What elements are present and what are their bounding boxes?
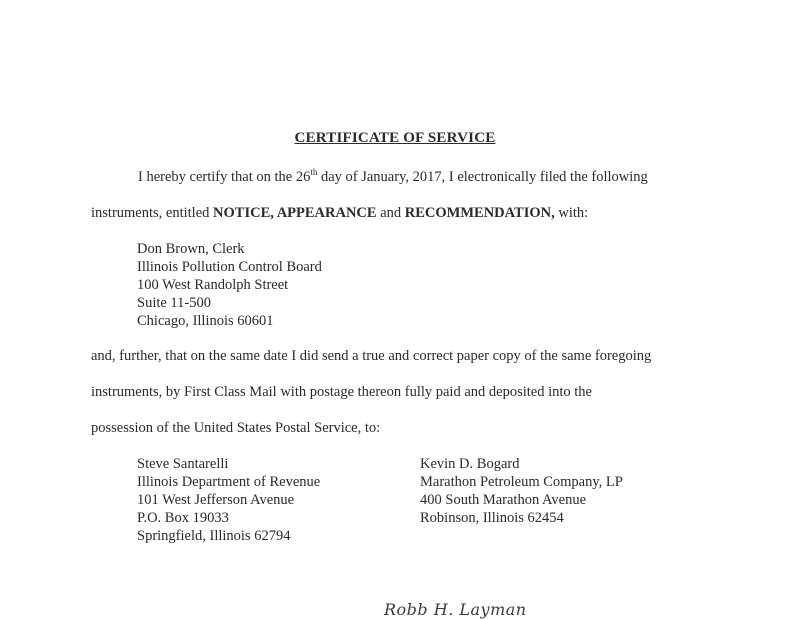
para1-line2-post: with:	[554, 205, 589, 221]
address-line: Suite 11-500	[137, 295, 211, 311]
address-line: Kevin D. Bogard	[420, 456, 520, 472]
address-line: Robinson, Illinois 62454	[420, 510, 564, 526]
para2-line2: instruments, by First Class Mail with postage thereon fully paid and deposited into the	[91, 384, 592, 400]
instrument-names-bold-1: NOTICE, APPEARANCE	[213, 205, 377, 221]
para1-ordinal-suffix: th	[310, 167, 318, 178]
recipient-revenue-address	[137, 455, 320, 545]
para1-line1	[138, 169, 648, 186]
recipient-clerk-address	[137, 240, 322, 330]
address-line: P.O. Box 19033	[137, 510, 229, 526]
para1-line2	[91, 205, 588, 222]
address-line: Don Brown, Clerk	[137, 241, 245, 257]
address-line: 101 West Jefferson Avenue	[137, 492, 295, 508]
address-line: Illinois Pollution Control Board	[137, 259, 322, 275]
address-line: Illinois Department of Revenue	[137, 474, 321, 490]
address-line: Chicago, Illinois 60601	[137, 313, 274, 329]
para1-line2-mid: and	[376, 205, 405, 221]
para2-line3: possession of the United States Postal Service, to:	[91, 420, 381, 436]
address-line: Springfield, Illinois 62794	[137, 528, 291, 544]
handwritten-signature: Robb H. Layman	[384, 600, 527, 619]
instrument-names-bold-2: RECOMMENDATION,	[404, 205, 555, 221]
recipient-marathon-address	[420, 455, 623, 527]
address-line: 100 West Randolph Street	[137, 277, 289, 293]
para1-text-post: day of January, 2017, I electronically filed the following	[317, 169, 648, 185]
address-line: Steve Santarelli	[137, 456, 229, 472]
address-line: Marathon Petroleum Company, LP	[420, 474, 623, 490]
certificate-title: CERTIFICATE OF SERVICE	[294, 130, 496, 146]
address-line: 400 South Marathon Avenue	[420, 492, 587, 508]
para1-line2-pre: instruments, entitled	[91, 205, 214, 221]
para2-line1: and, further, that on the same date I did send a true and correct paper copy of the same foregoing	[91, 348, 652, 364]
para1-text-pre: I hereby certify that on the 26	[138, 169, 311, 185]
